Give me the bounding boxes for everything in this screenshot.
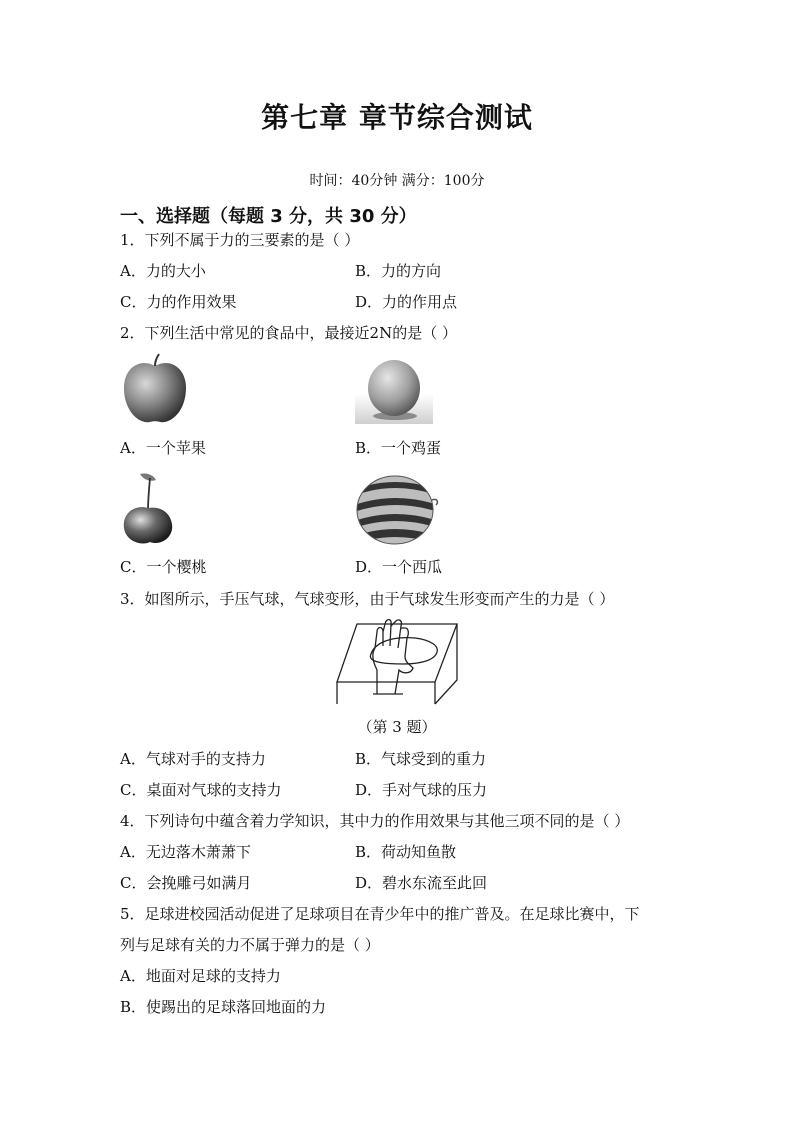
q2-option-c: C．一个樱桃 xyxy=(120,558,207,576)
q2-option-d: D．一个西瓜 xyxy=(355,558,443,576)
q1-option-b: B．力的方向 xyxy=(355,262,442,280)
q1-option-c: C．力的作用效果 xyxy=(120,293,237,311)
q3-figure-caption: （第 3 题） xyxy=(357,718,437,736)
egg-image xyxy=(355,358,433,424)
q5-stem-line1: 5．足球进校园活动促进了足球项目在青少年中的推广普及。在足球比赛中，下 xyxy=(120,905,640,923)
q3-stem: 3．如图所示，手压气球，气球变形，由于气球发生形变而产生的力是（ ） xyxy=(120,590,615,608)
q3-option-d: D．手对气球的压力 xyxy=(355,781,488,799)
section-heading: 一、选择题（每题 3 分，共 30 分） xyxy=(120,206,417,227)
page-title: 第七章 章节综合测试 xyxy=(261,101,533,134)
q4-option-d: D．碧水东流至此回 xyxy=(355,874,488,892)
q5-option-a: A．地面对足球的支持力 xyxy=(120,967,281,985)
q1-option-a: A．力的大小 xyxy=(120,262,206,280)
q1-option-d: D．力的作用点 xyxy=(355,293,458,311)
q3-option-c: C．桌面对气球的支持力 xyxy=(120,781,282,799)
q4-option-b: B．荷动知鱼散 xyxy=(355,843,457,861)
q3-option-a: A．气球对手的支持力 xyxy=(120,750,266,768)
q5-stem-line2: 列与足球有关的力不属于弹力的是（ ） xyxy=(120,936,380,954)
apple-image xyxy=(118,352,192,426)
exam-info: 时间：40分钟 满分：100分 xyxy=(309,173,485,189)
q1-stem: 1．下列不属于力的三要素的是（ ） xyxy=(120,231,360,249)
q3-option-b: B．气球受到的重力 xyxy=(355,750,487,768)
watermelon-image xyxy=(355,470,439,546)
q4-option-c: C．会挽雕弓如满月 xyxy=(120,874,252,892)
q4-option-a: A．无边落木萧萧下 xyxy=(120,843,251,861)
q4-stem: 4．下列诗句中蕴含着力学知识，其中力的作用效果与其他三项不同的是（ ） xyxy=(120,812,630,830)
q2-option-a: A．一个苹果 xyxy=(120,439,206,457)
hand-pressing-balloon-diagram xyxy=(333,618,463,706)
q5-option-b: B．使踢出的足球落回地面的力 xyxy=(120,998,327,1016)
q2-option-b: B．一个鸡蛋 xyxy=(355,439,442,457)
q2-stem: 2．下列生活中常见的食品中，最接近2N的是（ ） xyxy=(120,324,457,342)
cherry-image xyxy=(120,470,176,546)
